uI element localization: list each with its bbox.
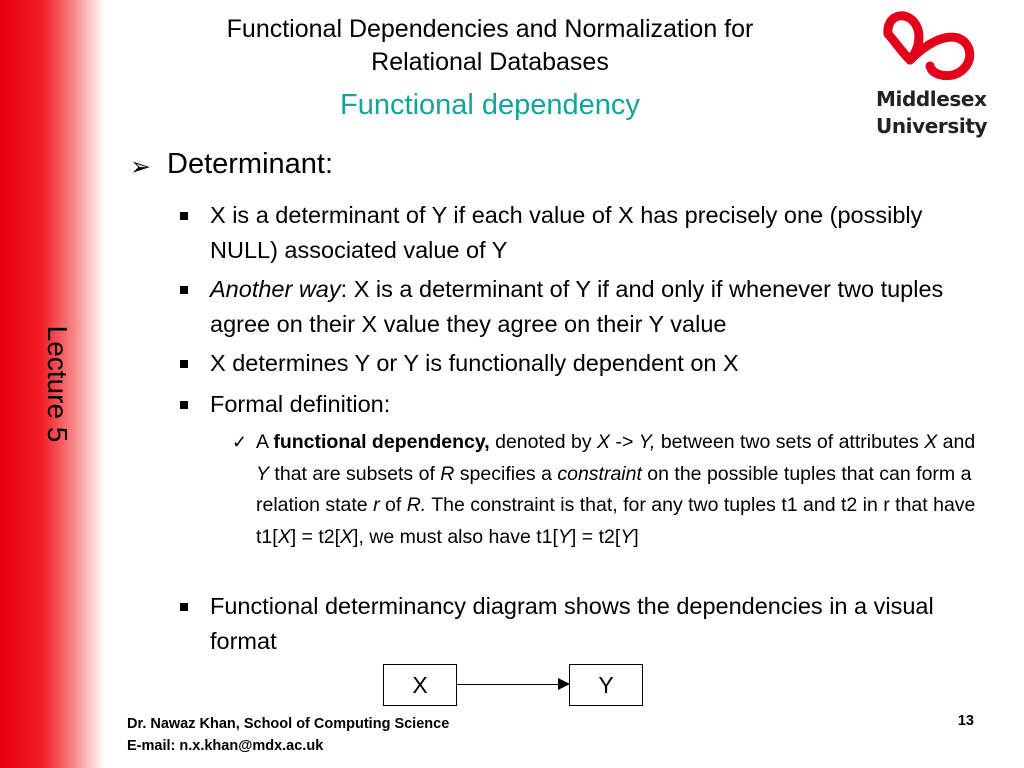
bullet-text: Formal definition:	[210, 391, 391, 417]
def-text: ], we must also have t1[	[353, 525, 558, 548]
page-number: 13	[957, 713, 974, 729]
bullet-item	[210, 272, 990, 342]
def-var: Y	[256, 462, 270, 485]
def-text: specifies a	[454, 462, 558, 485]
bullet-item	[210, 346, 990, 381]
def-text: and	[937, 431, 976, 453]
bullet-item	[210, 198, 990, 268]
diagram-box-x: X	[383, 664, 457, 706]
bullet-item	[210, 387, 990, 422]
def-text: on the possible tuples that can form a relation state	[256, 462, 972, 516]
def-term: functional dependency,	[273, 431, 490, 453]
arrow-bullet-icon: ➢	[130, 153, 151, 181]
footer-email: E-mail: n.x.khan@mdx.ac.uk	[127, 738, 324, 754]
square-bullet-icon	[180, 603, 188, 611]
def-text: of	[379, 494, 407, 516]
bullet-text: : X is a determinant of Y if and only if whenever two tuples agree on their X value they agree on their Y value	[210, 276, 944, 337]
def-var: r	[373, 494, 380, 516]
definition-item	[232, 427, 986, 553]
slide-subtitle: Functional dependency	[340, 89, 640, 121]
dependency-arrow	[456, 684, 568, 685]
def-var: Y	[557, 525, 571, 548]
logo-line-1: Middlesex	[876, 87, 987, 111]
def-var: constraint	[557, 462, 642, 485]
def-var: X	[277, 525, 291, 548]
def-text: The constraint is that, for any two tuples t1 and t2 in r that have t1[	[256, 494, 976, 548]
title-line-1: Functional Dependencies and Normalization for	[226, 15, 754, 43]
square-bullet-icon	[180, 360, 188, 368]
def-text: ] = t2[	[290, 525, 341, 548]
def-var: R	[440, 462, 455, 485]
bullet-item	[210, 589, 990, 659]
diagram-box-y: Y	[569, 664, 643, 706]
def-text: A	[256, 431, 274, 453]
def-text: denoted by	[489, 431, 598, 453]
def-text: ->	[610, 431, 639, 453]
square-bullet-icon	[180, 286, 188, 294]
def-var: Y,	[638, 431, 656, 453]
def-text: between two sets of attributes	[655, 431, 925, 453]
logo-line-2: University	[876, 114, 988, 138]
bullet-text: X determines Y or Y is functionally dependent on X	[210, 350, 739, 376]
checkmark-bullet-icon: ✓	[232, 432, 248, 452]
def-var: X	[340, 525, 354, 548]
slide-title	[140, 13, 840, 79]
bullet-text: Functional determinancy diagram shows the dependencies in a visual format	[210, 593, 934, 654]
footer-author: Dr. Nawaz Khan, School of Computing Science	[127, 716, 450, 732]
def-var: R.	[406, 494, 427, 516]
title-line-2: Relational Databases	[371, 48, 609, 76]
def-text: ]	[633, 525, 639, 548]
def-text: that are subsets of	[269, 462, 441, 485]
lecture-label: Lecture 5	[42, 325, 73, 443]
bullet-lead: Another way	[210, 276, 341, 302]
square-bullet-icon	[180, 212, 188, 220]
square-bullet-icon	[180, 401, 188, 409]
footer	[127, 713, 449, 757]
bullet-text: X is a determinant of Y if each value of X has precisely one (possibly NULL) associated value of Y	[210, 202, 923, 263]
def-var: Y	[620, 525, 634, 548]
def-text: ] = t2[	[570, 525, 621, 548]
main-bullet-text: Determinant:	[167, 148, 334, 180]
def-var: X	[924, 431, 938, 453]
logo-text	[876, 86, 987, 140]
def-var: X	[597, 431, 611, 453]
